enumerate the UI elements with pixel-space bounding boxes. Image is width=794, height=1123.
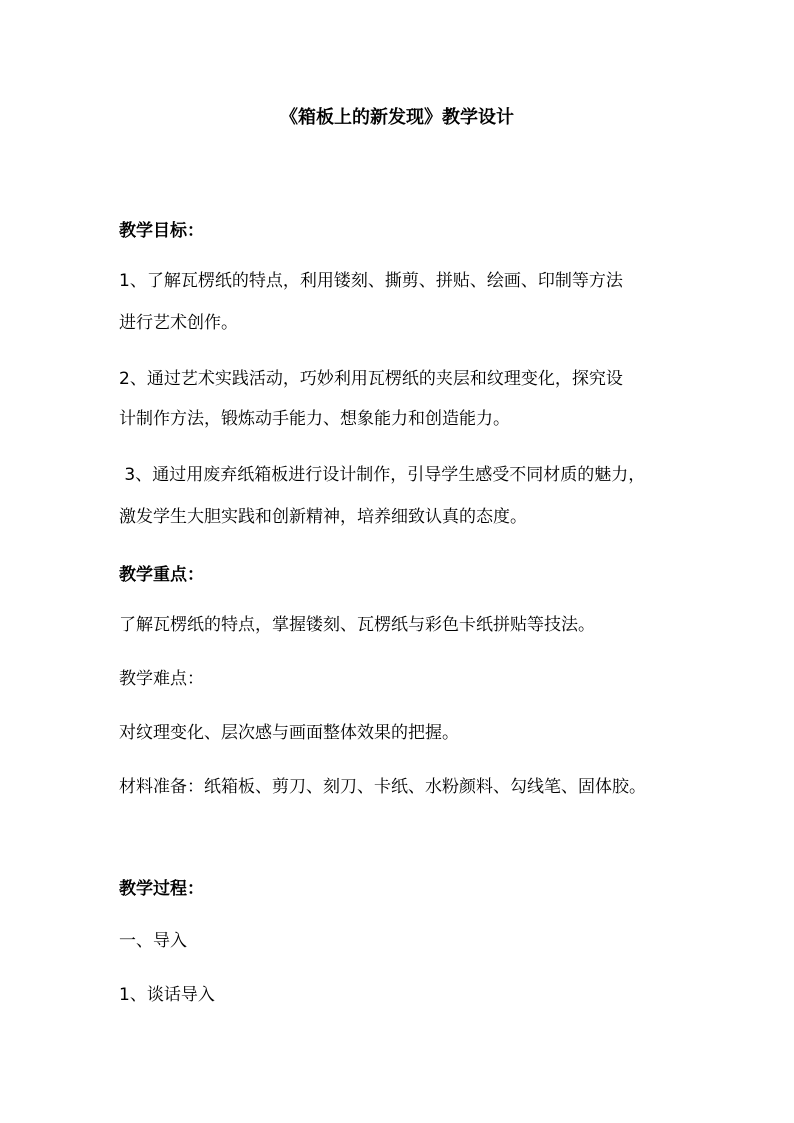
keypoints-heading: 教学重点： xyxy=(119,565,204,585)
objective-1-line-2: 进行艺术创作。 xyxy=(119,313,238,333)
objective-1-line-1: 1、了解瓦楞纸的特点，利用镂刻、撕剪、拼贴、绘画、印制等方法 xyxy=(119,271,623,291)
objective-2-line-1: 2、通过艺术实践活动，巧妙利用瓦楞纸的夹层和纹理变化，探究设 xyxy=(119,369,623,389)
section-1-heading: 一、导入 xyxy=(119,931,187,951)
objective-2-line-2: 计制作方法，锻炼动手能力、想象能力和创造能力。 xyxy=(119,409,510,429)
objective-3-line-1: 3、通过用废弃纸箱板进行设计制作，引导学生感受不同材质的魅力， xyxy=(119,465,646,485)
materials-text: 材料准备：纸箱板、剪刀、刻刀、卡纸、水粉颜料、勾线笔、固体胶。 xyxy=(119,777,646,797)
keypoints-text: 了解瓦楞纸的特点，掌握镂刻、瓦楞纸与彩色卡纸拼贴等技法。 xyxy=(119,615,595,635)
section-1-1-heading: 1、谈话导入 xyxy=(119,985,215,1005)
objective-3-line-2: 激发学生大胆实践和创新精神，培养细致认真的态度。 xyxy=(119,507,527,527)
process-heading: 教学过程： xyxy=(119,879,204,899)
difficulties-heading: 教学难点： xyxy=(119,669,204,689)
difficulties-text: 对纹理变化、层次感与画面整体效果的把握。 xyxy=(119,723,459,743)
document-title: 《箱板上的新发现》教学设计 xyxy=(280,107,514,128)
objectives-heading: 教学目标： xyxy=(119,221,204,241)
